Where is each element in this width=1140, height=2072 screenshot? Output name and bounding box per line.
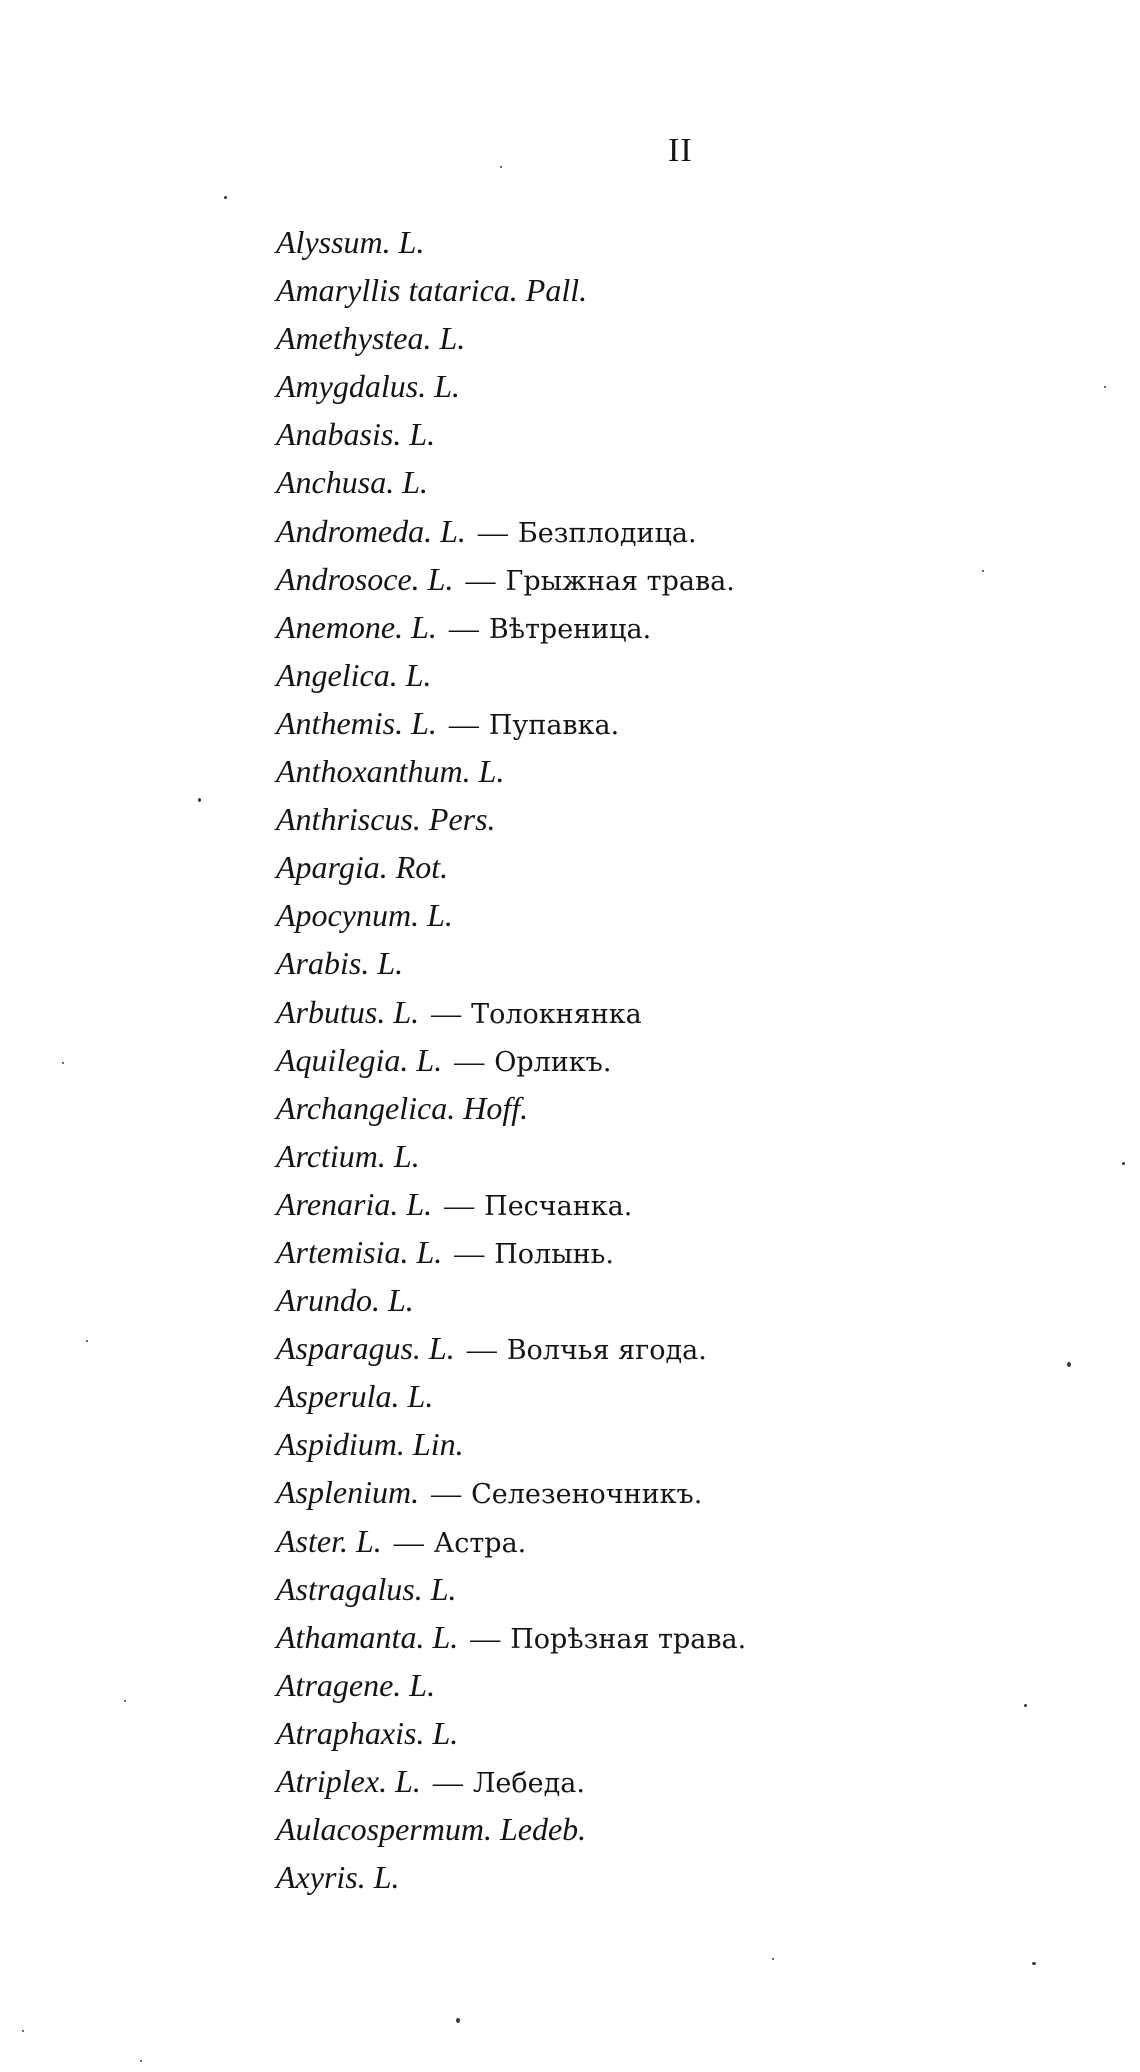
author-abbreviation: Pall.: [525, 272, 588, 309]
author-abbreviation: L.: [427, 560, 454, 597]
genus-name: Apargia.: [276, 849, 388, 886]
scan-speck: [772, 1958, 774, 1960]
russian-common-name: Волчья ягода.: [506, 1335, 707, 1367]
genus-name: Alyssum.: [276, 224, 391, 260]
species-entry: [276, 651, 1096, 699]
author-abbreviation: Ledeb.: [499, 1811, 587, 1848]
russian-common-name: Песчанка.: [484, 1190, 633, 1222]
author-abbreviation: L.: [406, 1185, 433, 1222]
scan-speck: [1032, 1962, 1036, 1965]
genus-name: Arenaria.: [276, 1185, 399, 1222]
species-entry: [276, 1613, 1096, 1661]
em-dash: —: [431, 996, 462, 1030]
scan-speck: [1067, 1362, 1071, 1367]
author-abbreviation: L.: [428, 1330, 455, 1367]
genus-name: Aulacospermum.: [276, 1811, 492, 1848]
species-entry: [276, 891, 1096, 939]
author-abbreviation: L.: [440, 512, 466, 549]
scan-speck: [500, 166, 502, 168]
genus-name: Aquilegia.: [276, 1041, 409, 1078]
genus-name: Athamanta.: [276, 1618, 425, 1655]
genus-name: Anthemis.: [276, 704, 404, 741]
species-entry: [276, 1709, 1096, 1757]
species-entry: [276, 1565, 1096, 1613]
scan-speck: [1122, 1162, 1125, 1165]
species-entry: [276, 1517, 1096, 1565]
russian-common-name: Селезеночникъ.: [471, 1479, 703, 1511]
genus-name: Angelica.: [276, 656, 398, 693]
author-abbreviation: L.: [393, 1137, 420, 1174]
author-abbreviation: L.: [388, 1282, 414, 1319]
species-entry: [276, 410, 1096, 458]
russian-common-name: Безплодица.: [517, 517, 697, 549]
author-abbreviation: L.: [432, 1714, 459, 1751]
author-abbreviation: L.: [409, 416, 436, 453]
species-entry: [276, 1132, 1096, 1180]
author-abbreviation: L.: [377, 945, 404, 982]
em-dash: —: [465, 563, 496, 597]
species-entry: [276, 1372, 1096, 1420]
genus-name: Anchusa.: [276, 464, 395, 501]
genus-name: Asplenium.: [276, 1474, 420, 1511]
species-entry: [276, 362, 1096, 410]
russian-common-name: Вѣтреница.: [488, 613, 652, 645]
em-dash: —: [454, 1236, 485, 1270]
species-entry: [276, 218, 1096, 266]
scan-speck: [198, 798, 201, 802]
genus-name: Atraphaxis.: [276, 1714, 425, 1751]
author-abbreviation: L.: [405, 656, 432, 693]
species-entry: [276, 266, 1096, 314]
species-entry: [276, 1805, 1096, 1853]
russian-common-name: Порѣзная трава.: [510, 1623, 747, 1655]
author-abbreviation: L.: [427, 897, 453, 934]
species-entry: [276, 603, 1096, 651]
genus-name: Astragalus.: [276, 1570, 423, 1607]
species-entry: [276, 458, 1096, 506]
species-entry: [276, 1180, 1096, 1228]
species-entry: [276, 795, 1096, 843]
author-abbreviation: L.: [398, 224, 425, 260]
genus-name: Arbutus.: [276, 993, 386, 1030]
genus-name: Arundo.: [276, 1282, 380, 1319]
genus-name: Amaryllis tatarica.: [276, 272, 518, 309]
author-abbreviation: L.: [395, 1763, 421, 1799]
author-abbreviation: L.: [430, 1570, 457, 1607]
russian-common-name: Толокнянка: [471, 998, 642, 1030]
scan-speck: [1024, 1704, 1027, 1707]
author-abbreviation: L.: [411, 704, 437, 741]
em-dash: —: [431, 1477, 462, 1511]
scan-speck: [982, 570, 984, 572]
genus-name: Anthoxanthum.: [276, 753, 471, 790]
russian-common-name: Астра.: [433, 1527, 527, 1559]
author-abbreviation: Rot.: [395, 849, 449, 886]
genus-name: Apocynum.: [276, 897, 420, 934]
species-list: [276, 218, 1096, 1901]
species-entry: [276, 747, 1096, 795]
author-abbreviation: L.: [478, 753, 505, 790]
species-entry: [276, 507, 1096, 555]
em-dash: —: [470, 1621, 501, 1655]
scan-speck: [124, 1700, 126, 1702]
scan-speck: [224, 196, 227, 199]
author-abbreviation: Pers.: [428, 801, 496, 838]
russian-common-name: Полынь.: [494, 1238, 614, 1270]
genus-name: Amethystea.: [276, 320, 432, 357]
genus-name: Axyris.: [276, 1859, 366, 1896]
scan-speck: [1104, 386, 1106, 388]
author-abbreviation: L.: [416, 1233, 443, 1270]
author-abbreviation: Lin.: [412, 1426, 464, 1463]
genus-name: Arctium.: [276, 1137, 386, 1174]
species-entry: [276, 1853, 1096, 1901]
genus-name: Artemisia.: [276, 1233, 409, 1270]
species-entry: [276, 1084, 1096, 1132]
species-entry: [276, 699, 1096, 747]
genus-name: Anemone.: [276, 608, 404, 645]
author-abbreviation: L.: [411, 608, 437, 645]
author-abbreviation: L.: [439, 320, 466, 357]
author-abbreviation: L.: [407, 1378, 434, 1415]
species-entry: [276, 988, 1096, 1036]
scan-speck: [62, 1062, 64, 1064]
author-abbreviation: L.: [416, 1041, 443, 1078]
em-dash: —: [444, 1188, 475, 1222]
scan-speck: [456, 2018, 460, 2023]
genus-name: Andromeda.: [276, 512, 433, 549]
species-entry: [276, 1420, 1096, 1468]
author-abbreviation: L.: [434, 368, 460, 405]
genus-name: Atriplex.: [276, 1763, 388, 1799]
em-dash: —: [448, 707, 479, 741]
em-dash: —: [448, 611, 479, 645]
author-abbreviation: L.: [432, 1618, 459, 1655]
species-entry: [276, 555, 1096, 603]
genus-name: Archangelica.: [276, 1089, 456, 1126]
russian-common-name: Орликъ.: [494, 1046, 612, 1078]
em-dash: —: [454, 1044, 485, 1078]
species-entry: [276, 1661, 1096, 1709]
species-entry: [276, 1468, 1096, 1516]
russian-common-name: Грыжная трава.: [505, 565, 735, 597]
genus-name: Amygdalus.: [276, 368, 427, 405]
species-entry: [276, 1757, 1096, 1805]
em-dash: —: [466, 1333, 497, 1367]
genus-name: Anabasis.: [276, 416, 402, 453]
genus-name: Atragene.: [276, 1666, 402, 1703]
author-abbreviation: Hoff.: [463, 1089, 529, 1126]
author-abbreviation: L.: [402, 464, 428, 501]
page-number: II: [668, 132, 693, 169]
genus-name: Androsoce.: [276, 560, 420, 597]
author-abbreviation: L.: [409, 1666, 436, 1703]
species-entry: [276, 1036, 1096, 1084]
genus-name: Aster.: [276, 1522, 348, 1559]
em-dash: —: [477, 515, 508, 549]
author-abbreviation: L.: [356, 1522, 382, 1559]
genus-name: Arabis.: [276, 945, 370, 982]
author-abbreviation: L.: [373, 1859, 400, 1896]
genus-name: Asparagus.: [276, 1330, 421, 1367]
russian-common-name: Пупавка.: [488, 709, 620, 741]
em-dash: —: [393, 1525, 424, 1559]
scan-speck: [22, 2030, 24, 2032]
species-entry: [276, 1228, 1096, 1276]
species-entry: [276, 939, 1096, 987]
species-entry: [276, 1324, 1096, 1372]
scan-speck: [140, 2060, 142, 2062]
species-entry: [276, 843, 1096, 891]
russian-common-name: Лебеда.: [472, 1768, 585, 1799]
genus-name: Asperula.: [276, 1378, 400, 1415]
species-entry: [276, 1276, 1096, 1324]
scan-speck: [86, 1340, 88, 1342]
genus-name: Aspidium.: [276, 1426, 405, 1463]
species-entry: [276, 314, 1096, 362]
author-abbreviation: L.: [393, 993, 420, 1030]
genus-name: Anthriscus.: [276, 801, 421, 838]
em-dash: —: [432, 1766, 463, 1799]
